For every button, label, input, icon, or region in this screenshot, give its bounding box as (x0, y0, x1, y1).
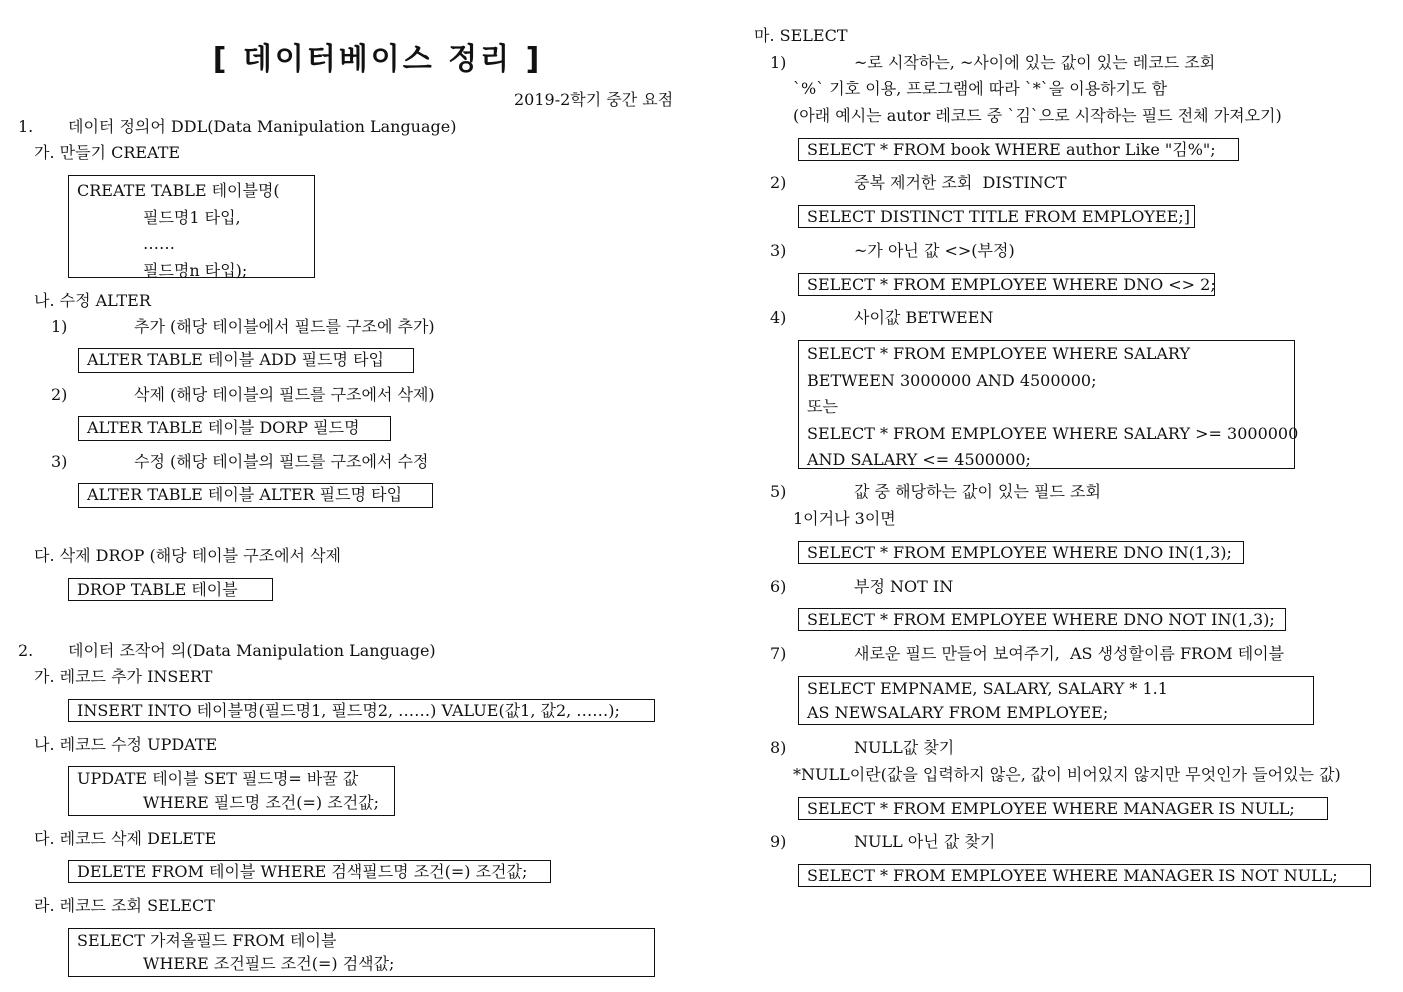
item-number: 1) (51, 317, 68, 336)
code-line: BETWEEN 3000000 AND 4500000; (807, 370, 1097, 390)
sec1-ga-heading: 가. 만들기 CREATE (34, 143, 181, 162)
code-line: SELECT * FROM EMPLOYEE WHERE DNO <> 2; (807, 275, 1216, 294)
code-line: SELECT * FROM book WHERE author Like "김%"; (807, 140, 1216, 159)
section-1-heading: 데이터 정의어 DDL(Data Manipulation Language) (68, 117, 457, 136)
sec1-da-heading: 다. 삭제 DROP (해당 테이블 구조에서 삭제 (34, 546, 341, 565)
code-line: INSERT INTO 테이블명(필드명1, 필드명2, ……) VALUE(값1, 값2, ……); (77, 701, 620, 720)
item-number: 8) (770, 738, 787, 757)
code-line: AS NEWSALARY FROM EMPLOYEE; (807, 703, 1109, 722)
select-is-not-null-box (798, 864, 1371, 887)
item-label: 삭제 (해당 테이블의 필드를 구조에서 삭제) (134, 385, 435, 404)
item-note: *NULL이란(값을 입력하지 않은, 값이 비어있지 않지만 무엇인가 들어있는 값) (793, 765, 1341, 784)
item-number: 3) (770, 241, 787, 260)
sec2-ra-heading: 라. 레코드 조회 SELECT (34, 896, 215, 915)
select-in-box (798, 541, 1244, 564)
item-label: 중복 제거한 조회 DISTINCT (854, 173, 1067, 192)
sec2-ga-heading: 가. 레코드 추가 INSERT (34, 667, 213, 686)
item-number: 4) (770, 308, 787, 327)
page-subtitle: 2019-2학기 중간 요점 (514, 90, 674, 109)
code-line: CREATE TABLE 테이블명( (77, 181, 280, 200)
sec2-na-heading: 나. 레코드 수정 UPDATE (34, 735, 218, 754)
code-line: DELETE FROM 테이블 WHERE 검색필드명 조건(=) 조건값; (77, 862, 528, 881)
code-line: 필드명n 타입); (143, 260, 248, 280)
item-label: ~가 아닌 값 <>(부정) (854, 241, 1015, 260)
select-box (68, 928, 655, 977)
alter-alter-box (78, 483, 433, 508)
code-line: SELECT 가져올필드 FROM 테이블 (77, 931, 337, 950)
code-line: SELECT * FROM EMPLOYEE WHERE MANAGER IS NULL; (807, 799, 1295, 818)
code-line: WHERE 필드명 조건(=) 조건값; (143, 793, 379, 812)
code-line: AND SALARY <= 4500000; (807, 450, 1031, 469)
item-number: 1) (770, 53, 787, 72)
item-number: 2) (51, 385, 68, 404)
delete-box (68, 860, 551, 883)
ma-heading: 마. SELECT (754, 26, 848, 45)
code-line: DROP TABLE 테이블 (77, 580, 238, 599)
code-line: 필드명1 타입, (143, 207, 241, 227)
code-line: SELECT * FROM EMPLOYEE WHERE DNO NOT IN(1,3); (807, 610, 1275, 629)
sec2-da-heading: 다. 레코드 삭제 DELETE (34, 829, 217, 848)
item-number: 3) (51, 452, 68, 471)
item-label: 부정 NOT IN (854, 577, 954, 596)
select-as-box (798, 676, 1314, 725)
select-not-equal-box (798, 273, 1215, 296)
select-like-box (798, 138, 1239, 161)
item-note: 1이거나 3이면 (793, 509, 896, 528)
code-line: SELECT * FROM EMPLOYEE WHERE MANAGER IS NOT NULL; (807, 866, 1338, 885)
code-line: SELECT * FROM EMPLOYEE WHERE SALARY (807, 344, 1191, 363)
drop-table-box (68, 578, 273, 601)
item-label: 값 중 해당하는 값이 있는 필드 조회 (854, 482, 1101, 501)
alter-drop-box (78, 416, 391, 441)
section-2-number: 2. (18, 641, 34, 660)
item-number: 6) (770, 577, 787, 596)
item-label: 사이값 BETWEEN (854, 308, 994, 327)
code-line: ALTER TABLE 테이블 ADD 필드명 타입 (87, 350, 384, 369)
code-line: ALTER TABLE 테이블 ALTER 필드명 타입 (87, 485, 403, 504)
code-line: SELECT EMPNAME, SALARY, SALARY * 1.1 (807, 679, 1168, 698)
section-1-number: 1. (18, 117, 34, 136)
item-label: ~로 시작하는, ~사이에 있는 값이 있는 레코드 조회 (854, 53, 1216, 72)
alter-add-box (78, 348, 414, 373)
code-line: SELECT * FROM EMPLOYEE WHERE SALARY >= 3000000 (807, 423, 1299, 443)
section-2-heading: 데이터 조작어 의(Data Manipulation Language) (68, 641, 436, 660)
select-distinct-box (798, 205, 1195, 228)
page-title: [ 데이터베이스 정리 ] (212, 42, 543, 77)
create-table-box (68, 175, 315, 278)
item-label: NULL값 찾기 (854, 738, 955, 757)
item-number: 9) (770, 832, 787, 851)
code-line: …… (143, 234, 175, 253)
item-label: 수정 (해당 테이블의 필드를 구조에서 수정 (134, 452, 429, 471)
select-not-in-box (798, 608, 1286, 631)
code-line: SELECT DISTINCT TITLE FROM EMPLOYEE;] (807, 207, 1190, 226)
insert-box (68, 699, 655, 722)
item-note: (아래 예시는 autor 레코드 중 `김`으로 시작하는 필드 전체 가져오기) (793, 106, 1282, 125)
item-note: `%` 기호 이용, 프로그램에 따라 `*`을 이용하기도 함 (793, 79, 1168, 98)
code-line: SELECT * FROM EMPLOYEE WHERE DNO IN(1,3); (807, 543, 1232, 562)
code-line: 또는 (807, 397, 838, 416)
select-between-box (798, 340, 1299, 469)
item-label: NULL 아닌 값 찾기 (854, 832, 996, 851)
sec1-na-heading: 나. 수정 ALTER (34, 291, 151, 310)
item-number: 2) (770, 173, 787, 192)
update-box (68, 766, 395, 816)
code-line: WHERE 조건필드 조건(=) 검색값; (143, 954, 395, 973)
code-line: ALTER TABLE 테이블 DORP 필드명 (87, 418, 360, 437)
item-number: 7) (770, 644, 787, 663)
item-label: 새로운 필드 만들어 보여주기, AS 생성할이름 FROM 테이블 (854, 644, 1285, 663)
item-label: 추가 (해당 테이블에서 필드를 구조에 추가) (134, 317, 435, 336)
code-line: UPDATE 테이블 SET 필드명= 바꿀 값 (77, 769, 359, 788)
select-is-null-box (798, 797, 1328, 820)
item-number: 5) (770, 482, 787, 501)
